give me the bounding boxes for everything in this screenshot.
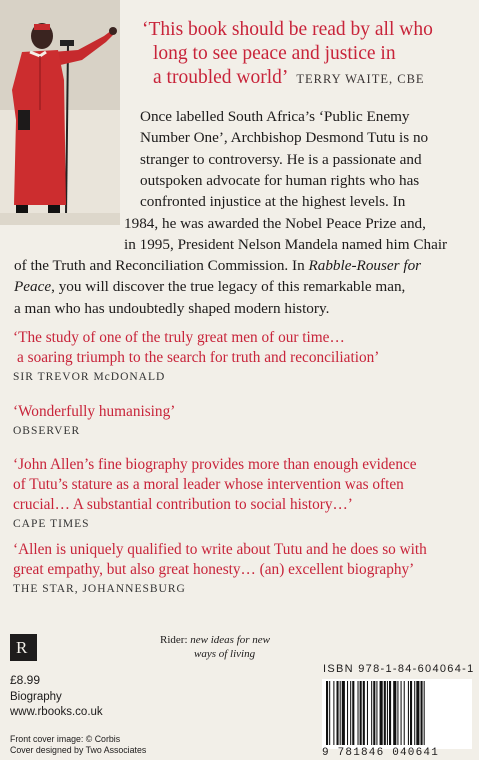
barcode-bar xyxy=(414,681,415,745)
review-quote: of Tutu’s stature as a moral leader whose intervention was often xyxy=(13,476,404,493)
top-quote-line: a troubled world’ xyxy=(153,67,289,88)
publisher-logo-letter: R xyxy=(16,638,28,657)
book-title: Rabble-Rouser for xyxy=(308,257,422,275)
book-title: Peace xyxy=(14,278,52,296)
review-quote: ‘Allen is uniquely qualified to write about Tutu and he does so with xyxy=(13,541,427,558)
barcode-bar xyxy=(421,681,423,745)
barcode-digits: 9 781846 040641 xyxy=(322,747,440,759)
review-quote: ‘Wonderfully humanising’ xyxy=(13,403,176,420)
barcode-bar xyxy=(347,681,348,745)
rider-tagline-text: ways of living xyxy=(194,648,256,660)
rider-tagline-text: new ideas for new xyxy=(190,634,270,646)
blurb-line: a man who has undoubtedly shaped modern history. xyxy=(14,299,330,317)
review-quote: ‘The study of one of the truly great men of our time… xyxy=(13,329,345,346)
barcode-bar xyxy=(360,681,362,745)
top-quote xyxy=(142,18,472,91)
barcode-bar xyxy=(393,681,396,745)
website: www.rbooks.co.uk xyxy=(10,706,103,718)
review-quote: crucial… A substantial contribution to social history…’ xyxy=(13,496,353,513)
barcode-bar xyxy=(333,681,334,745)
blurb-line: confronted injustice at the highest levels. In xyxy=(140,193,406,211)
review-quote: ‘John Allen’s fine biography provides more than enough evidence xyxy=(13,456,417,473)
review-source: THE STAR, JOHANNESBURG xyxy=(13,583,186,595)
price: £8.99 xyxy=(10,673,41,687)
review-quote: a soaring triumph to the search for truth and reconciliation’ xyxy=(17,349,380,366)
blurb-line-8 xyxy=(14,255,421,276)
isbn-label: ISBN 978-1-84-604064-1 xyxy=(323,663,475,675)
barcode-bar xyxy=(424,681,425,745)
barcode-bar xyxy=(326,681,328,745)
review-source: OBSERVER xyxy=(13,425,81,437)
top-quote-attribution: TERRY WAITE, CBE xyxy=(296,72,425,86)
category: Biography xyxy=(10,691,62,703)
barcode-bar xyxy=(340,681,341,745)
barcode-bar xyxy=(384,681,386,745)
barcode xyxy=(322,679,472,749)
blurb-line-9 xyxy=(14,276,405,297)
blurb-line: outspoken advocate for human rights who has xyxy=(140,171,420,189)
barcode-bar xyxy=(387,681,388,745)
review-quote: great empathy, but also great honesty… (an) excellent biography’ xyxy=(13,561,415,578)
blurb-line: stranger to controversy. He is a passionate and xyxy=(140,150,422,168)
blurb-line: Once labelled South Africa’s ‘Public Enemy xyxy=(140,108,410,125)
barcode-bar xyxy=(404,681,405,745)
barcode-bar xyxy=(337,681,339,745)
barcode-bar xyxy=(358,681,359,745)
rider-label: Rider: xyxy=(160,634,188,646)
blurb-line: 1984, he was awarded the Nobel Peace Prize and, xyxy=(124,214,426,232)
rider-tagline xyxy=(160,633,270,661)
barcode-bar xyxy=(342,681,345,745)
barcode-bar xyxy=(350,681,351,745)
author-photo xyxy=(0,0,120,225)
cover-credits xyxy=(10,734,146,756)
rider-line-1 xyxy=(160,633,270,647)
blurb-text: of the Truth and Reconciliation Commission. In xyxy=(14,257,309,275)
blurb-line: in 1995, President Nelson Mandela named him Chair xyxy=(124,235,448,253)
barcode-bar xyxy=(401,681,402,745)
review xyxy=(13,402,473,437)
barcode-bar xyxy=(329,681,330,745)
rider-line-2 xyxy=(160,647,270,661)
top-quote-line: ‘This book should be read by all who xyxy=(142,19,433,40)
barcode-bar xyxy=(380,681,383,745)
review xyxy=(13,328,473,383)
publisher-logo xyxy=(10,634,37,661)
barcode-bar xyxy=(376,681,377,745)
top-quote-line: long to see peace and justice in xyxy=(153,43,396,64)
credit-line: Cover designed by Two Associates xyxy=(10,745,147,755)
barcode-bar xyxy=(397,681,398,745)
review xyxy=(13,540,473,595)
blurb-line: Number One’, Archbishop Desmond Tutu is no xyxy=(140,129,429,147)
barcode-bar xyxy=(416,681,419,745)
review-source: SIR TREVOR McDONALD xyxy=(13,371,166,383)
credit-line: Front cover image: © Corbis xyxy=(10,734,121,744)
price-block xyxy=(10,673,103,720)
barcode-bar xyxy=(363,681,365,745)
top-quote-line-3 xyxy=(142,66,472,91)
barcode-bar xyxy=(389,681,391,745)
review-source: CAPE TIMES xyxy=(13,518,90,530)
barcode-bar xyxy=(367,681,368,745)
barcode-bar xyxy=(410,681,412,745)
review xyxy=(13,455,473,530)
barcode-bar xyxy=(371,681,372,745)
blurb-text: , you will discover the true legacy of this remarkable man, xyxy=(51,278,406,296)
barcode-bar xyxy=(373,681,375,745)
barcode-bar xyxy=(408,681,409,745)
barcode-bar xyxy=(352,681,354,745)
